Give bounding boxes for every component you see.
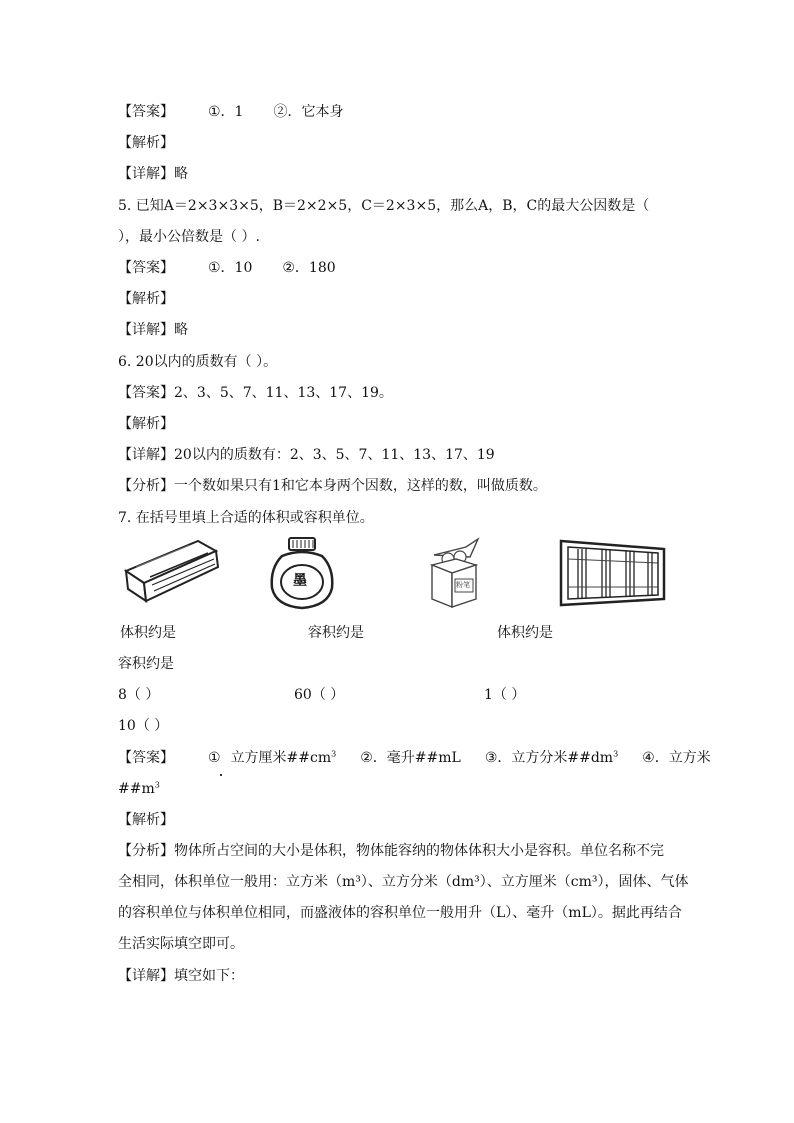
- q7-fenxi-line-2: 全相同，体积单位一般用：立方米（m³）、立方分米（dm³）、立方厘米（cm³），固体、气体: [118, 874, 689, 890]
- detail-label: 【详解】: [118, 322, 174, 338]
- q6-stem: 6. 20以内的质数有（ ）。: [118, 354, 278, 370]
- answer-part-2: ②．180: [282, 260, 336, 276]
- q7-label-3: 体积约是: [497, 625, 553, 641]
- q6-analysis-label: 【解析】: [118, 416, 174, 432]
- q6-detail-line: [118, 446, 495, 464]
- q7-blank-2: 60（ ）: [294, 687, 345, 703]
- answer-part-2: ②．它本身: [273, 104, 344, 120]
- answer-part-1: ①: [208, 750, 221, 766]
- detail-label: 【详解】: [118, 968, 174, 984]
- q7-detail-line: [118, 967, 244, 985]
- container-image: [558, 537, 666, 607]
- answer-text: 2、3、5、7、11、13、17、19。: [174, 385, 393, 401]
- answer-part-1: ①．1: [208, 104, 244, 120]
- stray-mark: [220, 774, 222, 776]
- answer-part-2: ②．毫升##mL: [360, 750, 461, 766]
- eraser-image: [120, 533, 220, 605]
- detail-text: 略: [174, 166, 188, 182]
- chalk-box-image: [428, 535, 480, 609]
- detail-label: 【详解】: [118, 447, 174, 463]
- q7-fenxi-line-1: [118, 842, 664, 860]
- q4-detail-line: [118, 165, 188, 183]
- sup-3: 3: [613, 749, 619, 759]
- q7-blank-4: 10（ ）: [118, 718, 169, 734]
- answer-label: 【答案】: [118, 750, 174, 766]
- q7-stem: 7. 在括号里填上合适的体积或容积单位。: [118, 510, 374, 526]
- q7-answer-line: [118, 749, 711, 767]
- chalk-label: 粉笔: [456, 581, 470, 589]
- q5-stem-line-1: 5. 已知A＝2×3×3×5，B＝2×2×5，C＝2×3×5，那么A，B，C的最大公因数是（: [118, 198, 650, 214]
- q7-label-4: 容积约是: [118, 656, 174, 672]
- q5-detail-line: [118, 321, 188, 339]
- answer-line2-text: ##m: [118, 781, 155, 797]
- answer-part-4: ④．立方米: [642, 750, 711, 766]
- q7-blank-3: 1（ ）: [484, 687, 526, 703]
- answer-part-1-text: 立方厘米##cm: [230, 750, 332, 766]
- q5-analysis-label: 【解析】: [118, 291, 174, 307]
- fenxi-text: 一个数如果只有1和它本身两个因数，这样的数，叫做质数。: [174, 478, 547, 494]
- fenxi-label: 【分析】: [118, 843, 174, 859]
- detail-text: 略: [174, 322, 188, 338]
- q7-analysis-label: 【解析】: [118, 812, 174, 828]
- answer-label: 【答案】: [118, 104, 174, 120]
- q5-stem-line-2: ），最小公倍数是（ ）.: [118, 229, 260, 245]
- q5-answer-line: [118, 259, 336, 277]
- ink-label: 墨: [293, 573, 307, 589]
- q7-blank-1: 8（ ）: [118, 687, 160, 703]
- q7-fenxi-line-4: 生活实际填空即可。: [118, 936, 244, 952]
- q7-answer-line-2: [118, 780, 160, 798]
- answer-label: 【答案】: [118, 260, 174, 276]
- answer-label: 【答案】: [118, 385, 174, 401]
- fenxi-text-1: 物体所占空间的大小是体积，物体能容纳的物体体积大小是容积。单位名称不完: [174, 843, 664, 859]
- q7-label-1: 体积约是: [120, 625, 176, 641]
- q6-fenxi-line: [118, 477, 547, 495]
- q4-answer-line: [118, 103, 343, 121]
- sup-3: 3: [331, 749, 337, 759]
- q7-label-2: 容积约是: [308, 625, 364, 641]
- answer-part-3: ③．立方分米##dm: [484, 750, 614, 766]
- detail-text: 20以内的质数有：2、3、5、7、11、13、17、19: [174, 447, 495, 463]
- answer-part-1: ①．10: [208, 260, 253, 276]
- q6-answer-line: [118, 384, 393, 402]
- q4-analysis-label: 【解析】: [118, 135, 174, 151]
- detail-label: 【详解】: [118, 166, 174, 182]
- sup-3: 3: [154, 780, 160, 790]
- detail-text: 填空如下：: [174, 968, 244, 984]
- q7-fenxi-line-3: 的容积单位与体积单位相同，而盛液体的容积单位一般用升（L）、毫升（mL）。据此再结合: [118, 905, 682, 921]
- fenxi-label: 【分析】: [118, 478, 174, 494]
